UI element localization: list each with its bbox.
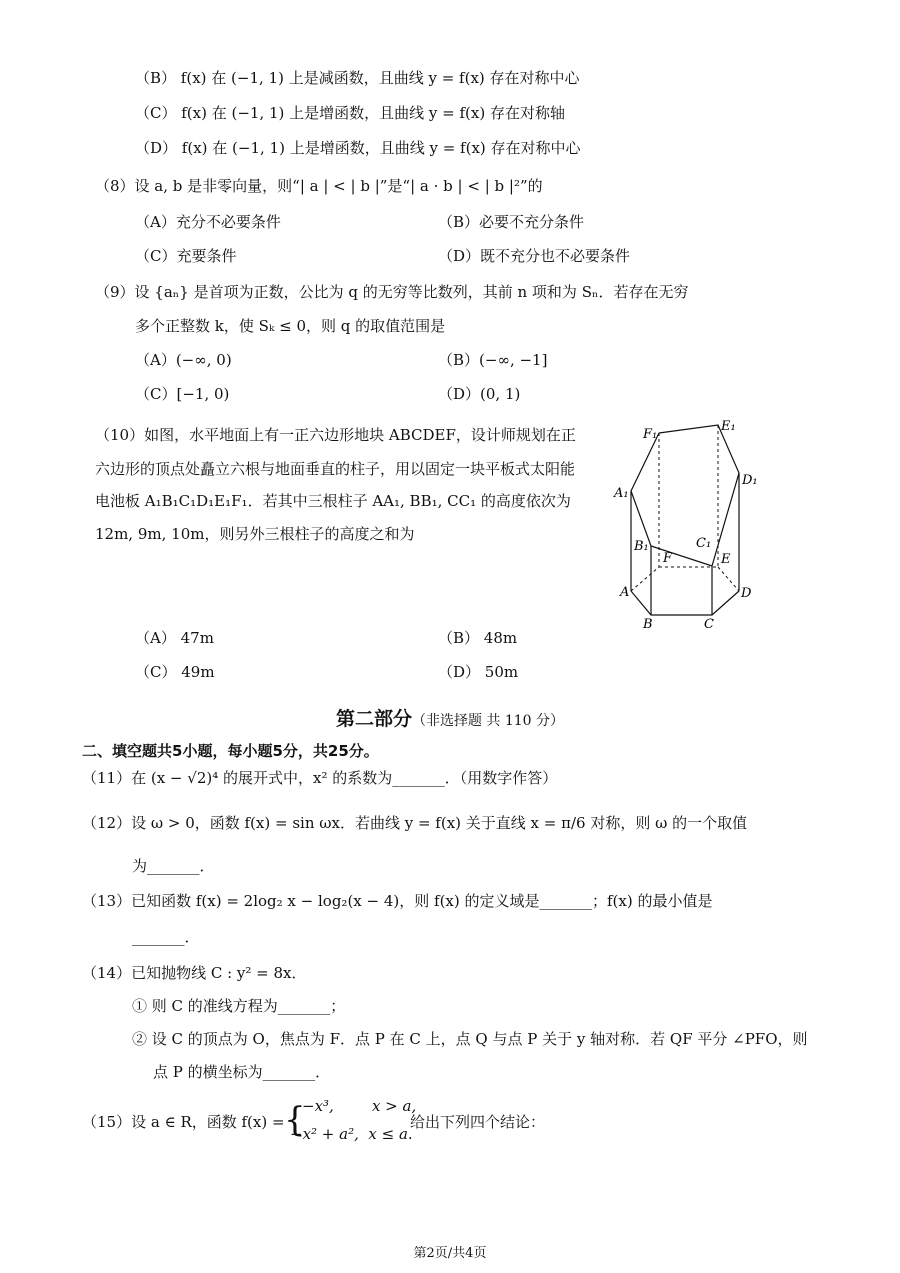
- part2-subtitle: （非选择题 共 110 分）: [411, 713, 565, 729]
- q9-option-b: （B）(−∞, −1]: [438, 351, 548, 369]
- q10-line2: 六边形的顶点处矗立六根与地面垂直的柱子，用以固定一块平板式太阳能: [95, 460, 576, 478]
- q15-brace: {: [284, 1100, 306, 1140]
- q8-stem: （8）设 a, b 是非零向量，则“| a | < | b |”是“| a · b | < | b |²”的: [95, 177, 543, 195]
- q9-stem-line2: 多个正整数 k，使 Sₖ ≤ 0，则 q 的取值范围是: [135, 317, 446, 335]
- q13-line1: （13）已知函数 f(x) = 2log₂ x − log₂(x − 4)，则 f(x) 的定义域是_______；f(x) 的最小值是: [82, 892, 713, 910]
- q8-option-a: （A）充分不必要条件: [135, 213, 281, 231]
- q10-option-b: （B） 48m: [438, 629, 518, 647]
- q9-stem-line1: （9）设 {aₙ} 是首项为正数，公比为 q 的无穷等比数列，其前 n 项和为 Sₙ．若存在无穷: [95, 283, 689, 301]
- q15-case2: −x² + a², x ≤ a.: [290, 1125, 413, 1143]
- label-b1: B₁: [634, 539, 649, 554]
- q11-text: （11）在 (x − √2)⁴ 的展开式中，x² 的系数为_______．（用数字作答）: [82, 769, 558, 787]
- q14-part2: ② 设 C 的顶点为 O，焦点为 F．点 P 在 C 上，点 Q 与点 P 关于 y 轴对称．若 QF 平分 ∠PFO，则: [132, 1030, 808, 1048]
- q14-part2-cont: 点 P 的横坐标为_______．: [153, 1063, 331, 1081]
- label-e1: E₁: [721, 419, 736, 434]
- q9-option-d: （D）(0, 1): [438, 385, 521, 403]
- q7-option-b: （B） f(x) 在 (−1, 1) 上是减函数，且曲线 y = f(x) 存在对称中心: [135, 69, 580, 87]
- q14-part1: ① 则 C 的准线方程为_______；: [132, 997, 346, 1015]
- label-e: E: [721, 552, 731, 567]
- q10-option-d: （D） 50m: [438, 663, 519, 681]
- label-a: A: [620, 585, 630, 600]
- q13-line2: _______．: [132, 928, 200, 946]
- label-f1: F₁: [643, 427, 658, 442]
- page-footer: 第2页/共4页: [413, 1246, 487, 1261]
- q10-line3: 电池板 A₁B₁C₁D₁E₁F₁．若其中三根柱子 AA₁, BB₁, CC₁ 的高度依次为: [95, 492, 571, 510]
- q7-option-c: （C） f(x) 在 (−1, 1) 上是增函数，且曲线 y = f(x) 存在对称轴: [135, 104, 565, 122]
- q10-line1: （10）如图，水平地面上有一正六边形地块 ABCDEF，设计师规划在正: [95, 426, 576, 444]
- label-f: F: [663, 551, 673, 566]
- part2-title: 第二部分: [335, 708, 412, 730]
- label-a1: A₁: [614, 486, 629, 501]
- q15-pre: （15）设 a ∈ R，函数 f(x) =: [82, 1113, 285, 1131]
- section2-title: 二、填空题共5小题，每小题5分，共25分。: [82, 742, 379, 760]
- label-b: B: [643, 617, 653, 632]
- q15-case1: −x³, x > a,: [302, 1097, 417, 1115]
- q8-option-c: （C）充要条件: [135, 247, 237, 265]
- q10-line4: 12m, 9m, 10m，则另外三根柱子的高度之和为: [95, 525, 415, 543]
- q9-option-c: （C）[−1, 0): [135, 385, 230, 403]
- q7-option-d: （D） f(x) 在 (−1, 1) 上是增函数，且曲线 y = f(x) 存在对称中心: [135, 139, 581, 157]
- q12-line1: （12）设 ω > 0，函数 f(x) = sin ωx．若曲线 y = f(x) 关于直线 x = π/6 对称，则 ω 的一个取值: [82, 814, 748, 832]
- label-d: D: [741, 586, 752, 601]
- q8-option-b: （B）必要不充分条件: [438, 213, 585, 231]
- part2-header: [0, 706, 900, 734]
- label-c: C: [704, 617, 714, 632]
- label-c1: C₁: [696, 536, 712, 551]
- q12-line2: 为_______．: [132, 857, 215, 875]
- q10-option-c: （C） 49m: [135, 663, 215, 681]
- q10-option-a: （A） 47m: [135, 629, 214, 647]
- label-d1: D₁: [742, 473, 758, 488]
- q9-option-a: （A）(−∞, 0): [135, 351, 232, 369]
- hexagonal-prism-figure: [610, 412, 770, 637]
- q8-option-d: （D）既不充分也不必要条件: [438, 247, 631, 265]
- q14-stem: （14）已知抛物线 C : y² = 8x．: [82, 964, 307, 982]
- q15-post: 给出下列四个结论：: [410, 1113, 546, 1131]
